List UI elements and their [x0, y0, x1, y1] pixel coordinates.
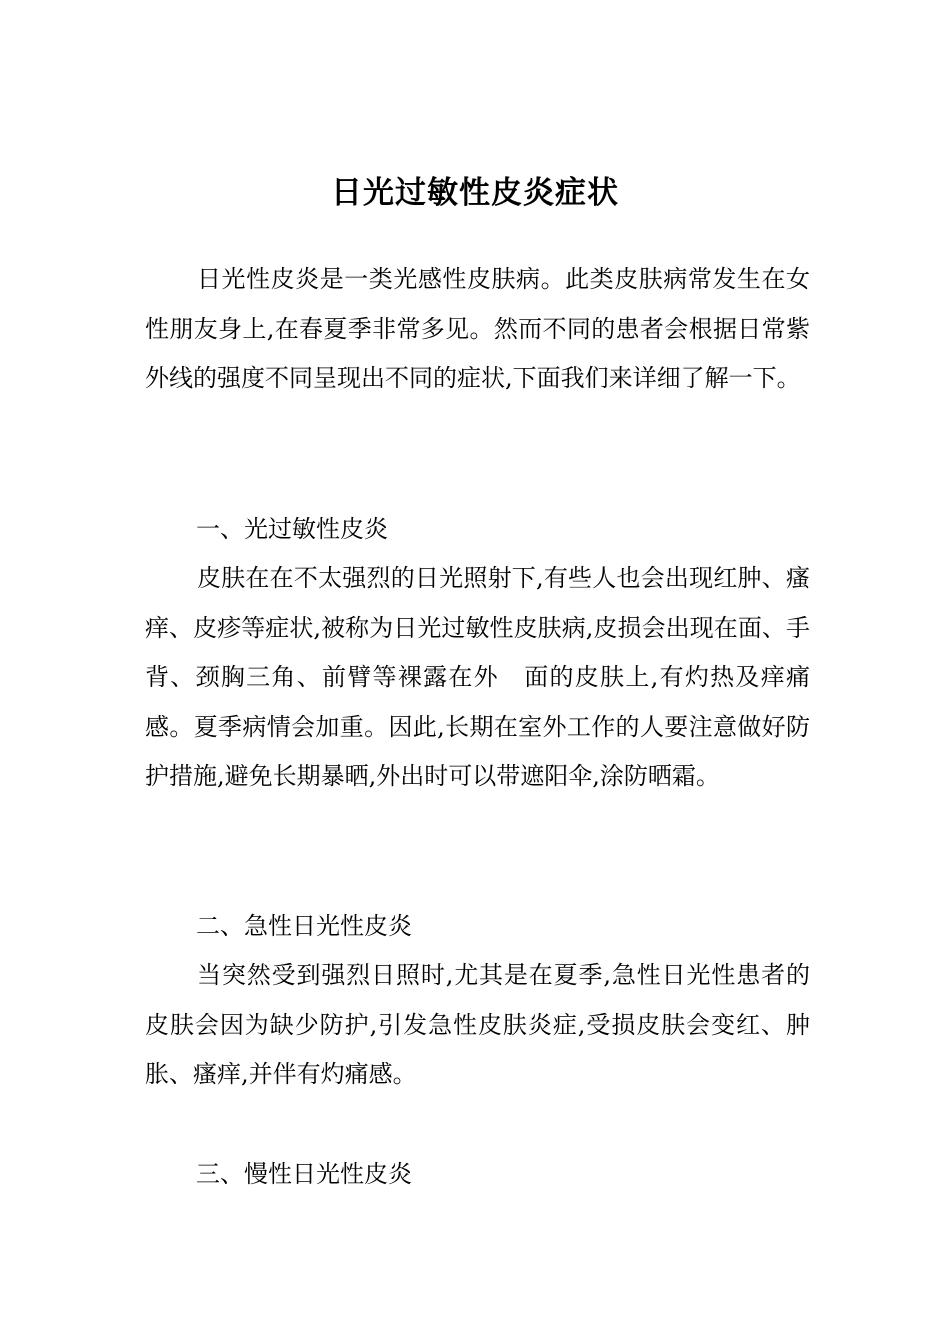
section-paragraph-2: 当突然受到强烈日照时,尤其是在夏季,急性日光性患者的皮肤会因为缺少防护,引发急性皮肤炎症,受损皮肤会变红、肿胀、瘙痒,并伴有灼痛感。	[145, 961, 810, 1088]
section-heading-3: 三、慢性日光性皮炎	[196, 1160, 412, 1188]
section-heading-1: 一、光过敏性皮炎	[196, 515, 388, 543]
section-paragraph-1: 皮肤在在不太强烈的日光照射下,有些人也会出现红肿、瘙痒、皮疹等症状,被称为日光过敏性皮肤病,皮损会出现在面、手背、颈胸三角、前臂等裸露在外 面的皮肤上,有灼热及痒痛感。夏季病情会加重。因此,长期在室外工作的人要注意做好防护措施,避免长期暴晒,外出时可以带遮阳伞,涂防晒霜。	[145, 564, 810, 790]
intro-paragraph: 日光性皮炎是一类光感性皮肤病。此类皮肤病常发生在女性朋友身上,在春夏季非常多见。然而不同的患者会根据日常紫外线的强度不同呈现出不同的症状,下面我们来详细了解一下。	[145, 265, 810, 392]
section-heading-2: 二、急性日光性皮炎	[196, 912, 412, 940]
document-title: 日光过敏性皮炎症状	[331, 174, 619, 211]
